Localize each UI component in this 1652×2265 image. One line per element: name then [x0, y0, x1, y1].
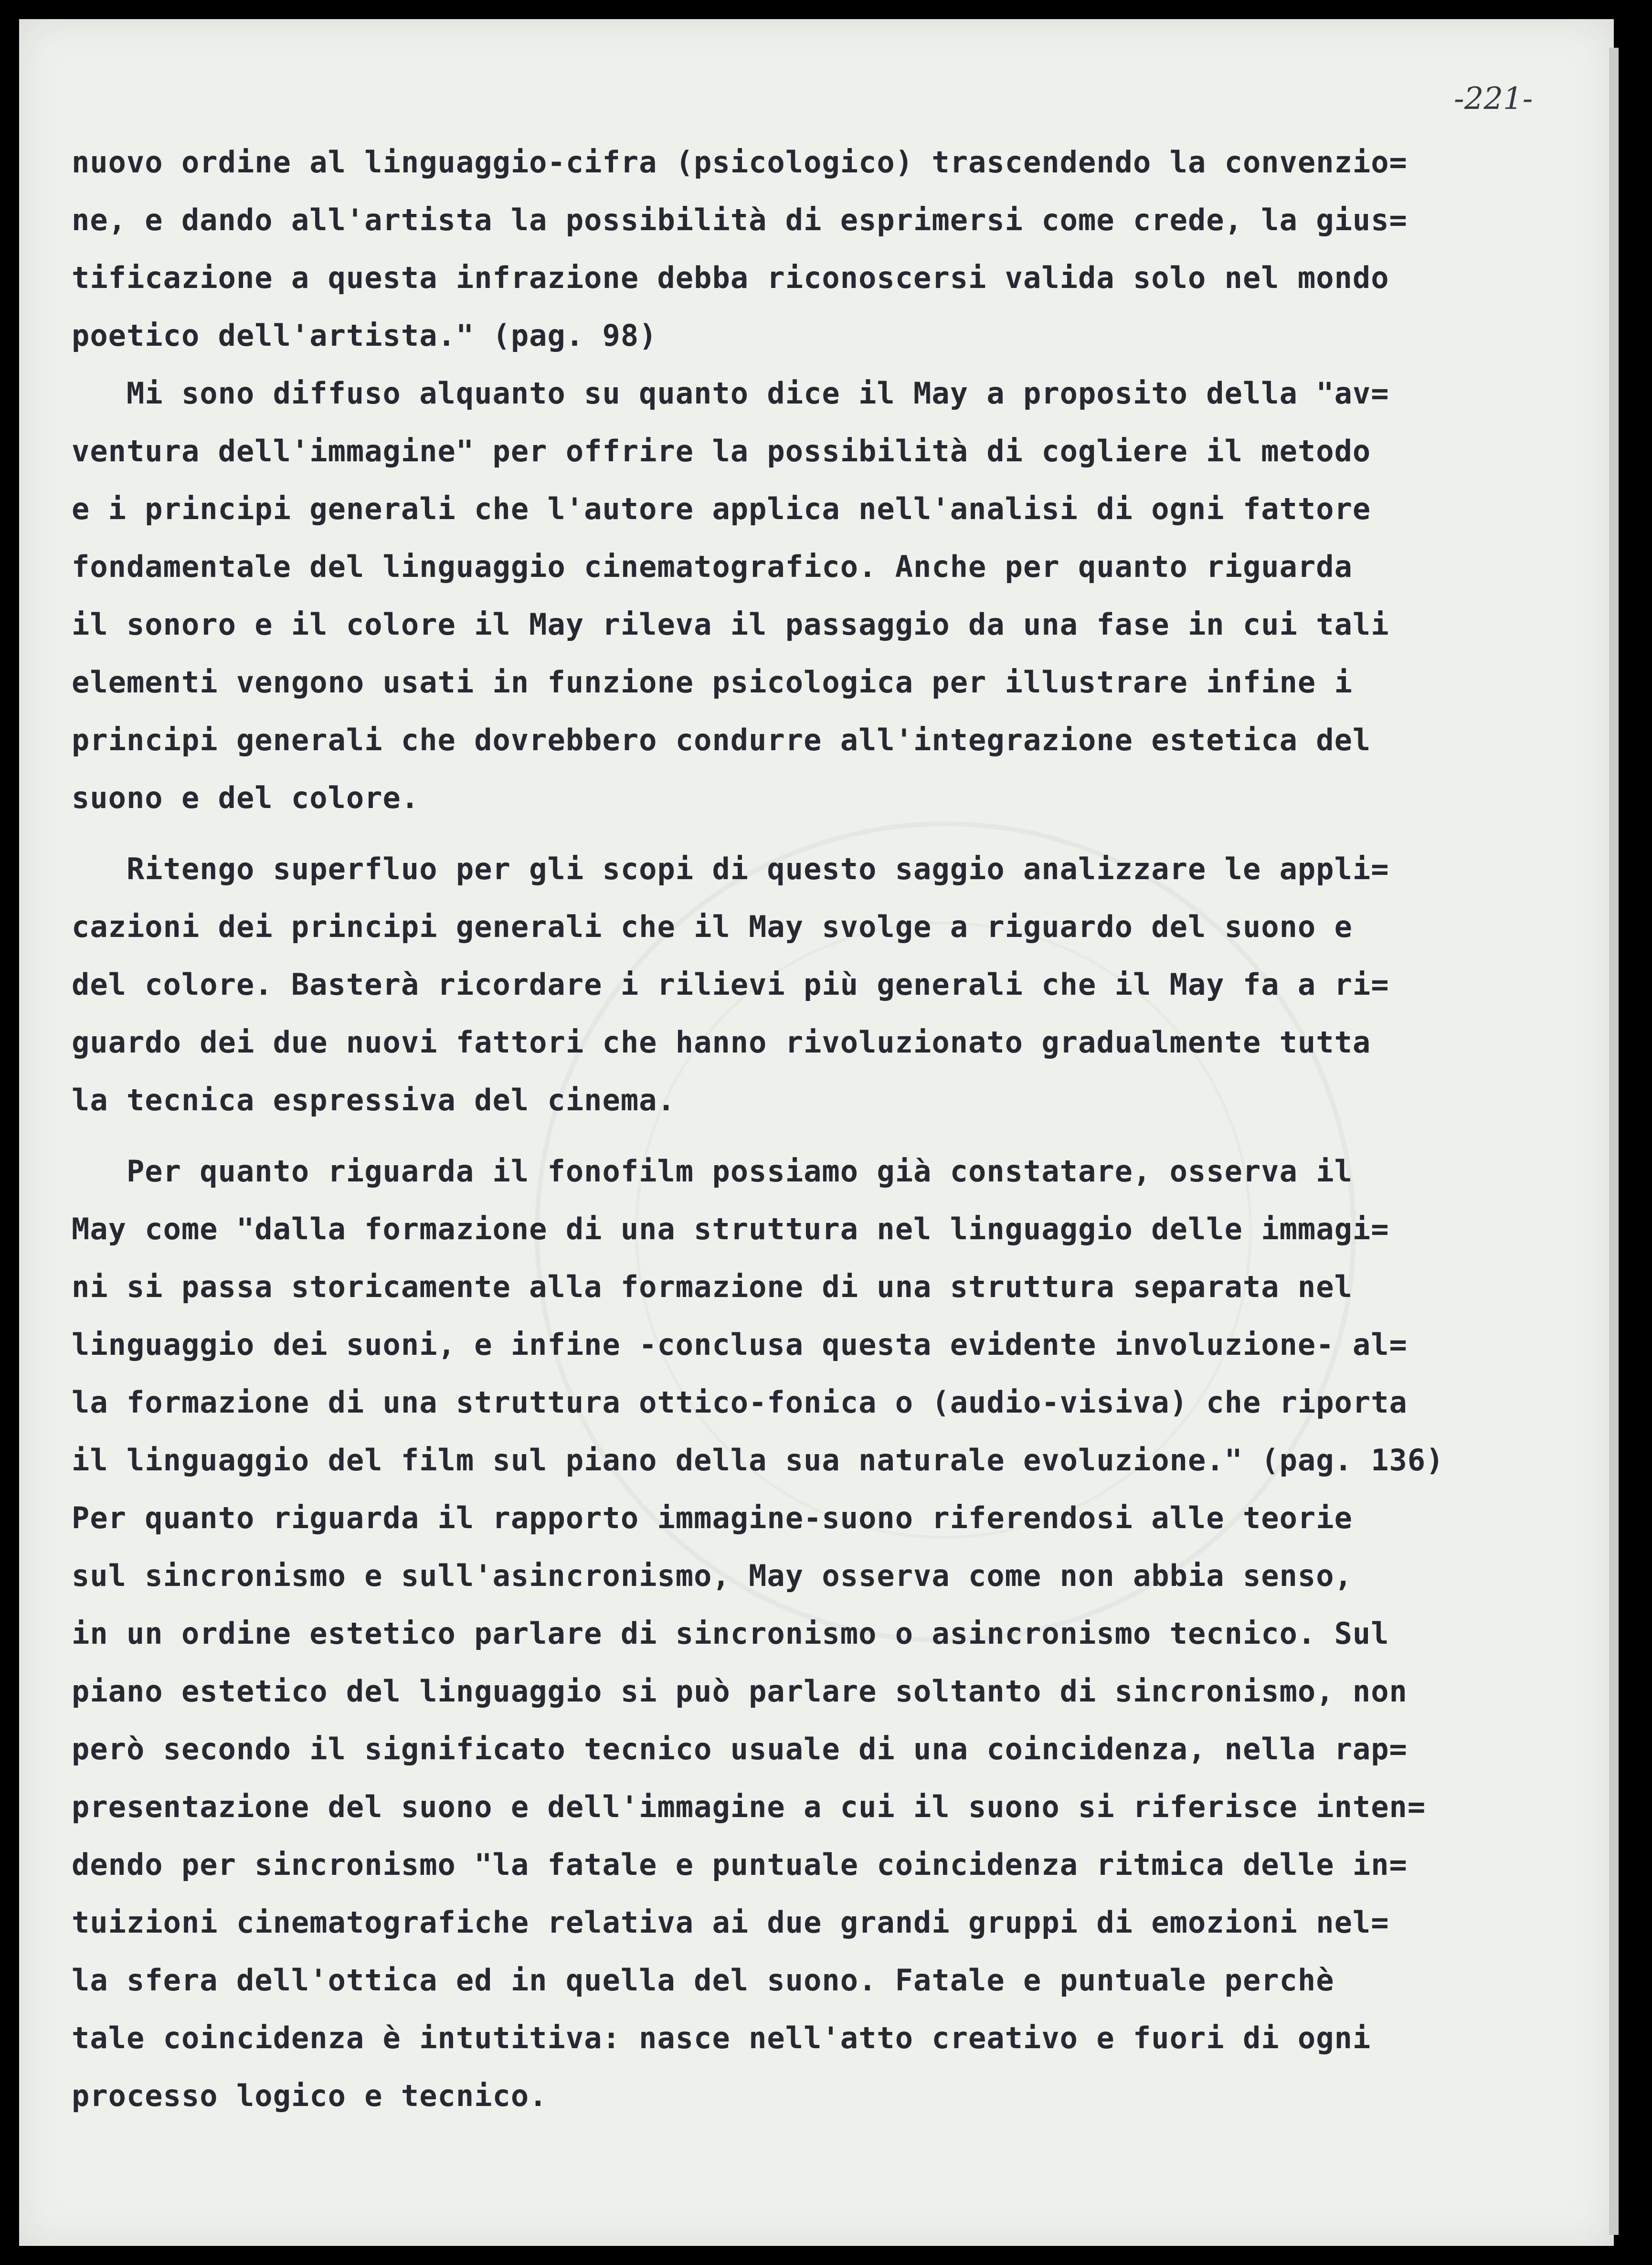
text-line: Per quanto riguarda il rapporto immagine-suono riferendosi alle teorie	[72, 1500, 1353, 1535]
text-line: ni si passa storicamente alla formazione di una struttura separata nel	[72, 1269, 1353, 1304]
text-line: del colore. Basterà ricordare i rilievi più generali che il May fa a ri=	[72, 967, 1389, 1002]
text-line: Mi sono diffuso alquanto su quanto dice il May a proposito della "av=	[72, 376, 1389, 411]
text-line: la sfera dell'ottica ed in quella del suono. Fatale e puntuale perchè	[72, 1963, 1334, 1998]
text-line: poetico dell'artista." (pag. 98)	[72, 318, 657, 353]
text-line: dendo per sincronismo "la fatale e puntuale coincidenza ritmica delle in=	[72, 1847, 1408, 1882]
text-line: May come "dalla formazione di una struttura nel linguaggio delle immagi=	[72, 1212, 1389, 1246]
text-line: il linguaggio del film sul piano della sua naturale evoluzione." (pag. 136)	[72, 1443, 1444, 1478]
text-line: piano estetico del linguaggio si può parlare soltanto di sincronismo, non	[72, 1674, 1408, 1709]
text-line: però secondo il significato tecnico usuale di una coincidenza, nella rap=	[72, 1732, 1408, 1766]
text-line: ne, e dando all'artista la possibilità di esprimersi come crede, la gius=	[72, 202, 1408, 237]
text-line: cazioni dei principi generali che il May svolge a riguardo del suono e	[72, 909, 1353, 944]
text-line: processo logico e tecnico.	[72, 2078, 548, 2113]
text-line: nuovo ordine al linguaggio-cifra (psicologico) trascendendo la convenzio=	[72, 145, 1408, 180]
text-line: fondamentale del linguaggio cinematografico. Anche per quanto riguarda	[72, 549, 1353, 584]
text-line: tificazione a questa infrazione debba riconoscersi valida solo nel mondo	[72, 260, 1389, 295]
text-line: principi generali che dovrebbero condurre all'integrazione estetica del	[72, 723, 1371, 757]
text-line: e i principi generali che l'autore applica nell'analisi di ogni fattore	[72, 491, 1371, 526]
text-line: Per quanto riguarda il fonofilm possiamo già constatare, osserva il	[72, 1154, 1353, 1189]
text-line: ventura dell'immagine" per offrire la possibilità di cogliere il metodo	[72, 434, 1371, 468]
text-line: sul sincronismo e sull'asincronismo, May osserva come non abbia senso,	[72, 1558, 1353, 1593]
page-edge	[1609, 48, 1619, 2235]
text-line: Ritengo superfluo per gli scopi di questo saggio analizzare le appli=	[72, 851, 1389, 886]
text-line: elementi vengono usati in funzione psicologica per illustrare infine i	[72, 665, 1353, 700]
page-number: -221-	[1454, 81, 1533, 117]
text-line: linguaggio dei suoni, e infine -conclusa questa evidente involuzione- al=	[72, 1327, 1408, 1362]
text-line: la formazione di una struttura ottico-fonica o (audio-visiva) che riporta	[72, 1385, 1408, 1420]
text-line: il sonoro e il colore il May rileva il passaggio da una fase in cui tali	[72, 607, 1389, 642]
text-line: tale coincidenza è intutitiva: nasce nell'atto creativo e fuori di ogni	[72, 2020, 1371, 2055]
text-line: suono e del colore.	[72, 780, 420, 815]
text-line: tuizioni cinematografiche relativa ai due grandi gruppi di emozioni nel=	[72, 1905, 1389, 1940]
text-line: la tecnica espressiva del cinema.	[72, 1083, 676, 1117]
text-line: guardo dei due nuovi fattori che hanno rivoluzionato gradualmente tutta	[72, 1025, 1371, 1060]
text-line: presentazione del suono e dell'immagine a cui il suono si riferisce inten=	[72, 1789, 1426, 1824]
text-line: in un ordine estetico parlare di sincronismo o asincronismo tecnico. Sul	[72, 1616, 1389, 1651]
